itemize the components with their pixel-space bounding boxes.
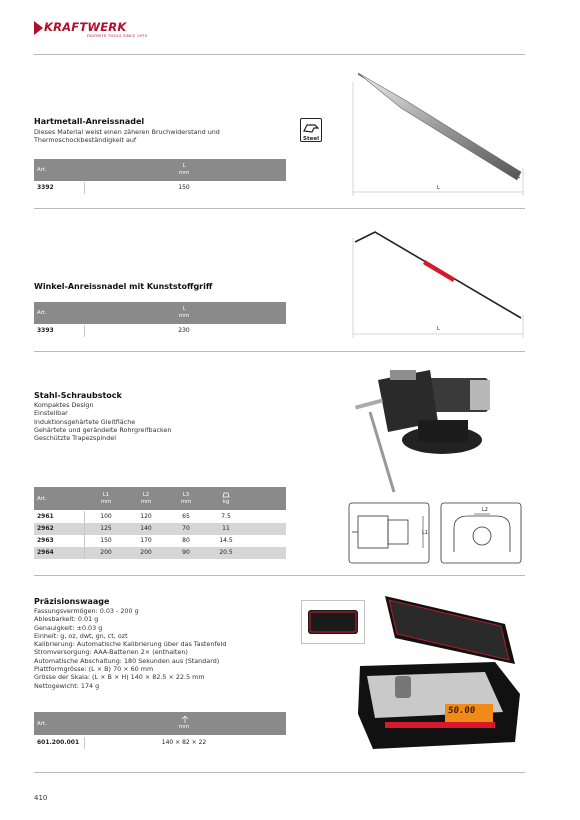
product-title: Hartmetall-Anreissnadel: [34, 117, 145, 126]
description-line: Thermoschockbeständigkeit auf: [34, 136, 137, 145]
table-row: 601.200.001 140 × 82 × 22: [34, 737, 286, 749]
table-row: 2961 100 120 65 7.5: [34, 511, 286, 523]
table-header: Art. mm: [34, 712, 286, 735]
description-line: Genauigkeit: ±0.03 g: [34, 623, 103, 632]
description-line: Geschützte Trapezspindel: [34, 434, 116, 443]
dimensions-icon: [181, 716, 189, 723]
description-line: Ablesbarkeit: 0.01 g: [34, 615, 99, 624]
table-header: Art. L1 mm L2 mm L3 mm kg: [34, 487, 286, 510]
description-line: Gehärtete und gerändelte Rohrgreifbacken: [34, 425, 172, 434]
dimension-label: L: [437, 326, 440, 332]
page-number: 410: [34, 794, 48, 802]
description-line: Fassungsvermögen: 0.03 - 200 g: [34, 607, 139, 615]
scale-image: [355, 594, 525, 750]
description-line: Induktionsgehärtete Gleitfläche: [34, 417, 136, 426]
vise-image: [350, 362, 500, 497]
description-line: Nettogewicht: 174 g: [34, 681, 100, 690]
description-line: Plattformgrösse: (L × B) 70 × 60 mm: [34, 665, 154, 674]
vise-diagram-l1: [348, 502, 430, 564]
dimension-label: L2: [482, 507, 488, 513]
dimension-label: L1: [422, 530, 428, 536]
table-row: 2963 150 170 80 14.5: [34, 535, 286, 547]
description-line: Stromversorgung: AAA-Batterien 2× (enthalten): [34, 648, 188, 657]
weight-icon: [221, 491, 231, 498]
description-line: Einheit: g, oz, dwt, gn, ct, ozt: [34, 631, 128, 640]
dimension-label: L: [437, 185, 440, 191]
product-title: Präzisionswaage: [34, 597, 110, 606]
product-description: [34, 128, 220, 145]
product-description: [34, 401, 171, 442]
vise-diagram-l2: [440, 502, 522, 564]
divider: [34, 575, 525, 576]
table-row: 2962 125 140 70 11: [34, 523, 286, 535]
brand-logo: [34, 18, 154, 42]
description-line: Automatische Abschaltung: 180 Sekunden aus (Standard): [34, 656, 220, 665]
product-title: Stahl-Schraubstock: [34, 391, 122, 400]
divider: [34, 208, 525, 209]
description-line: Dieses Material weist einen zäheren Bruchwiderstand und: [34, 128, 220, 136]
steel-material-icon: Steel: [300, 118, 322, 142]
description-line: Grösse der Skala: (L × B × H) 140 × 82.5 × 22.5 mm: [34, 673, 205, 682]
brand-tagline: FAVORITE TOOLS SINCE 1979: [87, 34, 148, 38]
divider: [34, 351, 525, 352]
divider: [34, 772, 525, 773]
display-reading: 50.00: [447, 706, 476, 716]
description-line: Kompaktes Design: [34, 401, 94, 409]
brand-name: KRAFTWERK: [44, 20, 127, 34]
divider: [34, 54, 525, 55]
product-title: Winkel-Anreissnadel mit Kunststoffgriff: [34, 282, 213, 291]
table-header: Art. L mm: [34, 159, 286, 181]
description-line: Kalibrierung: Automatische Kalibrierung über das Tastenfeld: [34, 640, 227, 649]
table-row: 2964 200 200 90 20.5: [34, 547, 286, 559]
product-description: [34, 607, 226, 690]
table-row: 3393 230: [34, 325, 286, 337]
table-header: Art. L mm: [34, 302, 286, 324]
table-row: 3392 150: [34, 182, 286, 194]
description-line: Einstellbar: [34, 409, 68, 418]
scriber-image: [345, 68, 530, 203]
